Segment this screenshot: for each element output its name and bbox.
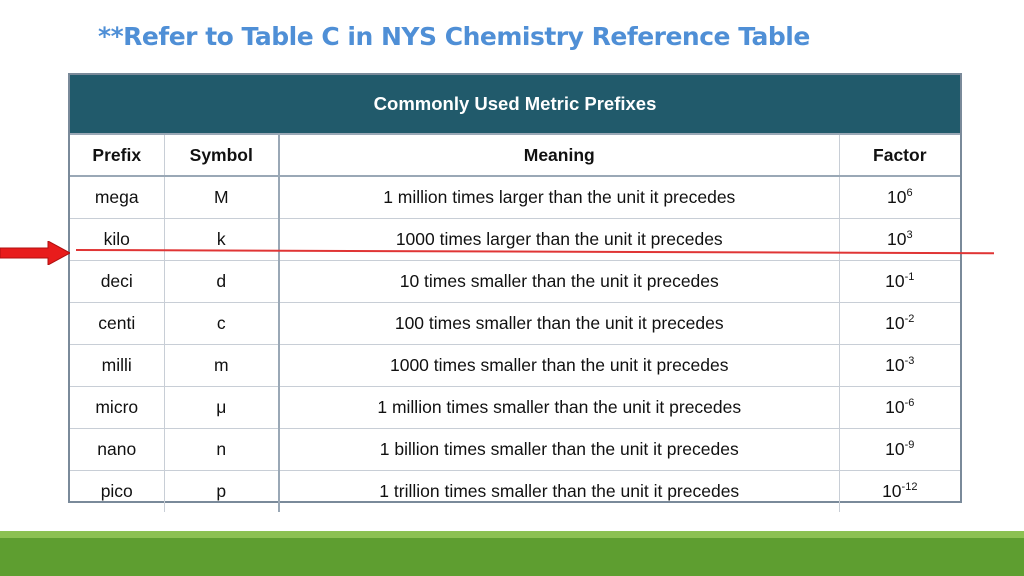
header-factor: Factor <box>839 134 960 176</box>
factor-base: 10 <box>885 439 905 459</box>
cell-prefix: centi <box>70 303 164 345</box>
cell-meaning: 1 million times larger than the unit it precedes <box>279 176 839 219</box>
cell-prefix: nano <box>70 429 164 471</box>
cell-factor <box>839 429 960 471</box>
cell-symbol: n <box>164 429 279 471</box>
footer-accent-stripe <box>0 531 1024 538</box>
factor-exponent: 6 <box>906 187 913 199</box>
cell-factor <box>839 261 960 303</box>
slide-title: **Refer to Table C in NYS Chemistry Reference Table <box>98 22 810 51</box>
cell-prefix: kilo <box>70 219 164 261</box>
metric-prefix-table <box>70 75 960 512</box>
cell-symbol: d <box>164 261 279 303</box>
table-caption-row <box>70 75 960 134</box>
factor-base: 10 <box>885 313 905 333</box>
factor-base: 10 <box>886 187 907 207</box>
cell-prefix: pico <box>70 471 164 513</box>
table-row <box>70 471 960 513</box>
factor-exponent: -3 <box>904 355 915 367</box>
metric-prefix-table-container <box>68 73 962 503</box>
footer-bar <box>0 538 1024 576</box>
cell-prefix: micro <box>70 387 164 429</box>
factor-base: 10 <box>882 481 902 501</box>
cell-factor <box>839 176 960 219</box>
cell-factor <box>839 303 960 345</box>
cell-factor <box>839 345 960 387</box>
cell-factor <box>839 387 960 429</box>
cell-meaning: 1 trillion times smaller than the unit it precedes <box>279 471 839 513</box>
factor-exponent: -1 <box>904 271 915 283</box>
header-symbol: Symbol <box>164 134 279 176</box>
cell-meaning: 1000 times larger than the unit it precedes <box>279 219 839 261</box>
table-row <box>70 303 960 345</box>
cell-meaning: 10 times smaller than the unit it precedes <box>279 261 839 303</box>
red-arrow-right-icon <box>0 241 70 265</box>
cell-meaning: 1 billion times smaller than the unit it precedes <box>279 429 839 471</box>
cell-symbol: m <box>164 345 279 387</box>
cell-symbol: c <box>164 303 279 345</box>
table-caption: Commonly Used Metric Prefixes <box>70 75 960 134</box>
table-row <box>70 261 960 303</box>
table-row <box>70 176 960 219</box>
cell-meaning: 100 times smaller than the unit it precedes <box>279 303 839 345</box>
factor-exponent: -6 <box>904 397 915 409</box>
header-meaning: Meaning <box>279 134 839 176</box>
table-row <box>70 429 960 471</box>
cell-prefix: milli <box>70 345 164 387</box>
factor-base: 10 <box>885 355 905 375</box>
table-row <box>70 387 960 429</box>
cell-prefix: mega <box>70 176 164 219</box>
cell-meaning: 1000 times smaller than the unit it precedes <box>279 345 839 387</box>
cell-factor <box>839 219 960 261</box>
factor-exponent: 3 <box>906 229 913 241</box>
header-prefix: Prefix <box>70 134 164 176</box>
cell-meaning: 1 million times smaller than the unit it precedes <box>279 387 839 429</box>
cell-symbol: k <box>164 219 279 261</box>
cell-prefix: deci <box>70 261 164 303</box>
table-header-row <box>70 134 960 176</box>
factor-exponent: -9 <box>904 439 915 451</box>
table-row <box>70 345 960 387</box>
cell-factor <box>839 471 960 513</box>
factor-base: 10 <box>885 397 905 417</box>
cell-symbol: M <box>164 176 279 219</box>
factor-base: 10 <box>886 229 907 249</box>
table-row <box>70 219 960 261</box>
cell-symbol: μ <box>164 387 279 429</box>
factor-exponent: -2 <box>904 313 915 325</box>
factor-exponent: -12 <box>901 481 918 493</box>
cell-symbol: p <box>164 471 279 513</box>
factor-base: 10 <box>885 271 905 291</box>
